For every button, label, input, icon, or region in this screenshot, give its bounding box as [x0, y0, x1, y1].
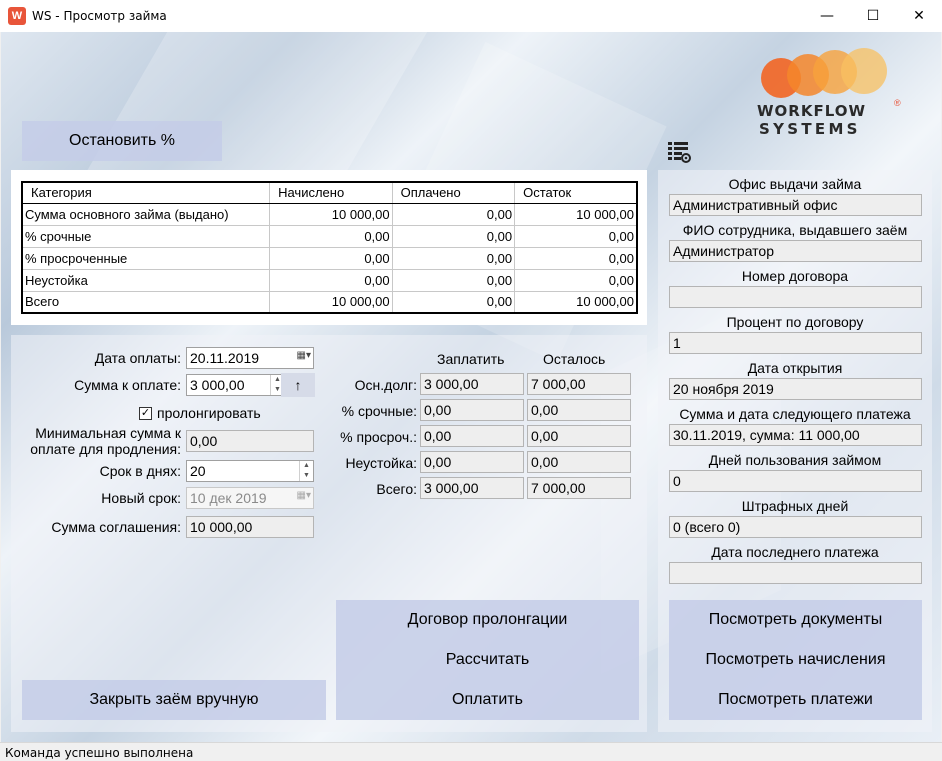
loan-info-panel [658, 170, 932, 732]
office-label: Офис выдачи займа [728, 176, 862, 192]
grid-cell: 0,00 [392, 291, 514, 313]
open-date-field: 20 ноября 2019 [669, 378, 922, 400]
grid-header[interactable]: Остаток [515, 182, 637, 203]
table-row[interactable] [22, 291, 637, 313]
title-bar [0, 0, 942, 32]
logo-text-systems: SYSTEMS [759, 120, 861, 138]
background-shard [75, 32, 427, 192]
next-payment-label: Сумма и дата следующего платежа [679, 406, 911, 422]
table-row[interactable] [22, 269, 637, 291]
stop-interest-button[interactable]: Остановить % [22, 121, 222, 161]
fill-sum-button[interactable]: ↑ [281, 373, 315, 397]
workflow-systems-logo [757, 50, 907, 140]
open-date-label: Дата открытия [747, 360, 843, 376]
contract-number-label: Номер договора [741, 268, 849, 284]
usage-days-field: 0 [669, 470, 922, 492]
view-accruals-button[interactable]: Посмотреть начисления [669, 640, 922, 680]
spin-up-icon[interactable]: ▲ [303, 462, 310, 469]
logo-text-workflow: WORKFLOW [757, 102, 867, 120]
grid-cell: 0,00 [270, 247, 393, 269]
close-button[interactable]: ✕ [913, 8, 925, 24]
pay-button[interactable]: Оплатить [336, 680, 639, 720]
payment-form-panel [11, 335, 647, 732]
grid-cell: 0,00 [270, 225, 393, 247]
prolong-checkbox[interactable]: ✓ [140, 407, 151, 419]
minimize-button[interactable]: — [820, 8, 834, 24]
payment-pay-field: 3 000,00 [420, 477, 524, 499]
pay-date-label: Дата оплаты: [94, 350, 181, 366]
usage-days-label: Дней пользования займом [708, 452, 882, 468]
grid-cell: Сумма основного займа (выдано) [22, 203, 270, 225]
prolong-contract-button[interactable]: Договор пролонгации [336, 600, 639, 640]
grid-cell: 10 000,00 [270, 203, 393, 225]
col-left-header: Осталось [543, 351, 606, 367]
payment-pay-field: 0,00 [420, 425, 524, 447]
grid-cell: % просроченные [22, 247, 270, 269]
table-row[interactable] [22, 203, 637, 225]
calendar-dropdown-icon[interactable]: ▦▾ [296, 350, 311, 361]
grid-header-row [22, 182, 637, 203]
grid-header[interactable]: Начислено [270, 182, 393, 203]
status-bar: Команда успешно выполнена [0, 742, 942, 761]
prolong-label[interactable]: пролонгировать [157, 405, 261, 421]
app-icon: W [8, 7, 26, 25]
contract-number-field [669, 286, 922, 308]
grid-cell: 0,00 [392, 269, 514, 291]
penalty-days-label: Штрафных дней [741, 498, 849, 514]
grid-cell: % срочные [22, 225, 270, 247]
grid-header[interactable]: Оплачено [392, 182, 514, 203]
payment-left-field: 7 000,00 [527, 373, 631, 395]
min-sum-label [11, 425, 181, 457]
table-row[interactable] [22, 247, 637, 269]
payment-row-label: Неустойка: [345, 455, 417, 471]
office-field: Административный офис [669, 194, 922, 216]
payment-row-label: Всего: [376, 481, 417, 497]
grid-cell: 10 000,00 [515, 203, 637, 225]
payment-left-field: 0,00 [527, 451, 631, 473]
term-label: Срок в днях: [99, 463, 181, 479]
grid-cell: 10 000,00 [515, 291, 637, 313]
pay-sum-label: Сумма к оплате: [74, 377, 181, 393]
term-days-input[interactable] [186, 460, 314, 482]
min-sum-label-line1: Минимальная сумма к [35, 425, 181, 441]
payment-row-label: % срочные: [341, 403, 417, 419]
new-term-value: 10 дек 2019 [190, 490, 267, 506]
employee-field: Администратор [669, 240, 922, 262]
min-sum-label-line2: оплате для продления: [30, 441, 181, 457]
grid-cell: 0,00 [392, 247, 514, 269]
grid-cell: 10 000,00 [270, 291, 393, 313]
interest-rate-field: 1 [669, 332, 922, 354]
pay-date-value: 20.11.2019 [190, 350, 260, 366]
grid-cell: 0,00 [515, 269, 637, 291]
logo-circle [841, 48, 887, 94]
spin-up-icon[interactable]: ▲ [274, 376, 281, 383]
payment-pay-field: 0,00 [420, 399, 524, 421]
grid-cell: Неустойка [22, 269, 270, 291]
pay-sum-input[interactable] [186, 374, 285, 396]
spin-down-icon[interactable]: ▼ [303, 472, 310, 479]
term-spinner[interactable] [299, 461, 313, 481]
registered-mark: ® [894, 98, 901, 108]
payment-pay-field: 3 000,00 [420, 373, 524, 395]
maximize-button[interactable]: ☐ [866, 8, 880, 24]
employee-label: ФИО сотрудника, выдавшего заём [682, 222, 908, 238]
view-documents-button[interactable]: Посмотреть документы [669, 600, 922, 640]
window-title: WS - Просмотр займа [32, 9, 167, 23]
table-row[interactable] [22, 225, 637, 247]
grid-cell: Всего [22, 291, 270, 313]
grid-cell: 0,00 [270, 269, 393, 291]
table-settings-icon[interactable] [667, 140, 691, 164]
agreement-sum-label: Сумма соглашения: [51, 519, 181, 535]
pay-date-picker[interactable] [186, 347, 314, 369]
last-payment-label: Дата последнего платежа [711, 544, 879, 560]
col-pay-header: Заплатить [437, 351, 505, 367]
client-area [1, 32, 941, 742]
next-payment-field: 30.11.2019, сумма: 11 000,00 [669, 424, 922, 446]
grid-cell: 0,00 [392, 203, 514, 225]
new-term-label: Новый срок: [101, 490, 181, 506]
grid-header[interactable]: Категория [22, 182, 270, 203]
grid-cell: 0,00 [515, 225, 637, 247]
min-sum-field: 0,00 [186, 430, 314, 452]
payment-row-label: % просроч.: [340, 429, 417, 445]
grid-cell: 0,00 [392, 225, 514, 247]
last-payment-field [669, 562, 922, 584]
interest-rate-label: Процент по договору [726, 314, 864, 330]
payment-left-field: 0,00 [527, 425, 631, 447]
penalty-days-field: 0 (всего 0) [669, 516, 922, 538]
agreement-sum-field: 10 000,00 [186, 516, 314, 538]
spin-down-icon[interactable]: ▼ [274, 386, 281, 393]
loan-summary-grid[interactable] [21, 181, 638, 314]
term-days-value: 20 [190, 463, 206, 479]
calculate-button[interactable]: Рассчитать [336, 640, 639, 680]
payment-pay-field: 0,00 [420, 451, 524, 473]
payment-left-field: 0,00 [527, 399, 631, 421]
close-loan-manually-button[interactable]: Закрыть заём вручную [22, 680, 326, 720]
grid-cell: 0,00 [515, 247, 637, 269]
loan-summary-panel [11, 170, 647, 325]
payment-row-label: Осн.долг: [354, 377, 417, 393]
payment-left-field: 7 000,00 [527, 477, 631, 499]
pay-sum-value: 3 000,00 [190, 377, 245, 393]
calendar-dropdown-icon: ▦▾ [296, 490, 311, 501]
view-payments-button[interactable]: Посмотреть платежи [669, 680, 922, 720]
new-term-picker [186, 487, 314, 509]
